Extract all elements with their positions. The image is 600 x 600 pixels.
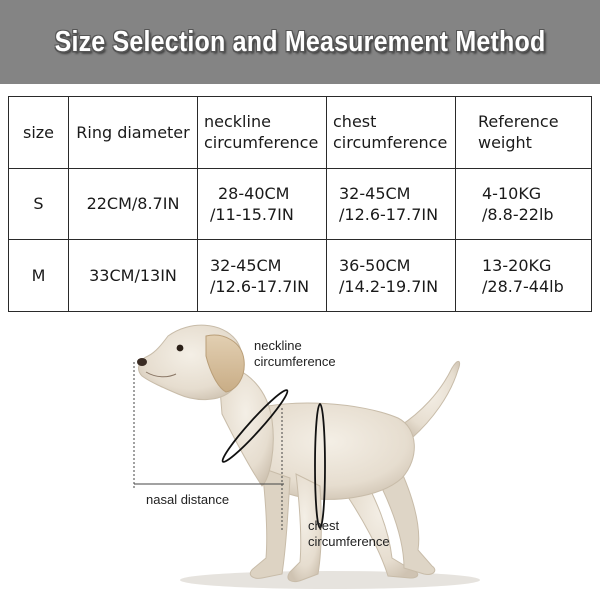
header-size: size [9, 97, 69, 169]
dog-front-leg [250, 468, 290, 578]
header-chest-circumference: chest circumference [327, 97, 456, 169]
nasal-distance-label: nasal distance [146, 492, 230, 507]
header-banner [0, 0, 600, 84]
dog-eye [177, 345, 184, 352]
neckline-label: neckline circumference [254, 338, 336, 369]
table-row [9, 240, 592, 312]
cell-size: M [9, 240, 69, 312]
cell-ring: 22CM/8.7IN [69, 168, 198, 240]
cell-ring: 33CM/13IN [69, 240, 198, 312]
header-reference-weight: Reference weight [456, 97, 592, 169]
cell-neck: 28-40CM /11-15.7IN [198, 168, 327, 240]
header-ring-diameter: Ring diameter [69, 97, 198, 169]
table-row [9, 168, 592, 240]
cell-chest: 36-50CM /14.2-19.7IN [327, 240, 456, 312]
cell-chest: 32-45CM /12.6-17.7IN [327, 168, 456, 240]
table-header-row [9, 97, 592, 169]
chest-label: chest circumference [308, 518, 390, 549]
cell-size: S [9, 168, 69, 240]
ground-shadow [180, 571, 480, 589]
page-title: Size Selection and Measurement Method [54, 25, 546, 58]
cell-neck: 32-45CM /12.6-17.7IN [198, 240, 327, 312]
dog-nose [137, 358, 147, 366]
cell-weight: 13-20KG /28.7-44lb [456, 240, 592, 312]
size-table [8, 96, 592, 312]
measurement-illustration [0, 318, 600, 600]
cell-weight: 4-10KG /8.8-22lb [456, 168, 592, 240]
header-neckline-circumference: neckline circumference [198, 97, 327, 169]
